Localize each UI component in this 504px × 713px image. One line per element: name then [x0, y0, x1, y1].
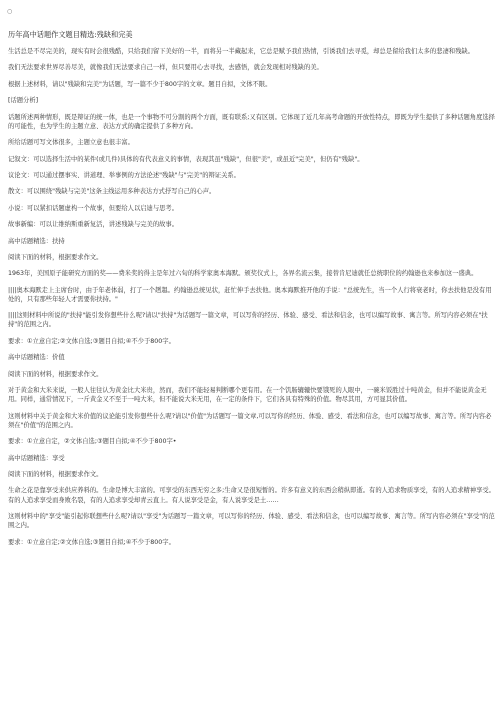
- paragraph: 生活总是不尽完美的，现实有时会很残酷，只给我们留下美好的一半，而将另一半藏起来，它总是赋予我们热情，引诱我们去寻觅，却总是留给我们太多的悲凄和残缺。: [8, 48, 474, 55]
- paragraph: 高中话题精选：价值: [8, 354, 65, 362]
- paragraph: 要求：①立意自定，②文体自选;③题目自拟;④不少于800字•: [8, 438, 177, 446]
- paragraph: 阅读下面的材料，根据要求作文。: [8, 370, 103, 378]
- paragraph: 这则材料中的"享受"能引起你联想些什么呢?请以"享受"为话题写一篇文章，可以写你的经历、体验、感受、看法和信念，也可以编写故事、寓言等。所写内容必须在"享受"的范围之内。: [8, 512, 495, 530]
- paragraph: 对于黄金和大米来说，一般人往往认为黄金比大米贵，然而，我们不能轻易判断哪个更有用。在一个饥肠辘辘快要饿死的人眼中，一碗米饭胜过十吨黄金，但并不能说黄金无用。同样，通常情况下，一斤黄金又不至于一吨大米，但不能说大米无用，在一定的条件下，它们各具有特殊的价值。物尽其用，方可显其价值。: [8, 387, 487, 404]
- paragraph: 小说：可以紧扣话题虚构一个故事，但要给人以启迪与思考。: [8, 204, 179, 212]
- paragraph: 我们无法要求世界尽善尽美，就像我们无法要求自己一样，但只要用心去寻找，去感悟，就会发现相对残缺的美。: [8, 64, 323, 72]
- paragraph-list: [8, 47, 496, 547]
- paragraph: 故事新编：可以让维纳斯重新复活，讲述残缺与完美的故事。: [8, 221, 179, 229]
- paragraph: [话题分析]: [8, 97, 39, 105]
- paragraph: 高中话题精选：扶持: [8, 237, 65, 245]
- paragraph: 1963年，美国原子能研究方面的奖——费米奖的得主是年过六旬的科学家奥本海默。颁奖仪式上，各界名流云集，接替肯尼迪就任总统职位的约翰逊也来参加这一盛典。: [8, 270, 478, 278]
- paragraph: 所给话题可写文体很多，主题立意也很丰富。: [8, 139, 134, 147]
- paragraph: 议论文：可以通过摆事实、讲道理、举事例的方法论述"残缺"与"完美"的辩证关系。: [8, 171, 240, 179]
- paragraph: ||||奥本海默走上主席台时，由于年老体弱，打了一个趔趄。约翰逊总统见状，赶忙伸手去扶他。奥本海默推开他的手说："总统先生，当一个人行将衰老时，你去扶他是没有用处的，只有那些年轻人才需要你扶持。": [8, 286, 492, 303]
- paragraph: 散文：可以围绕"残缺与完美"这条主线运用多种表达方式抒写自己的心声。: [8, 188, 216, 196]
- paragraph: 这则材料中关于黄金和大米价值的议论能引发你想些什么呢?请以"价值"为话题写一篇文章,可以写你的经历、体验、感受、看法和信念，也可以编写故事、寓言等。所写内容必须在"价值"的范围之内。: [8, 412, 492, 429]
- corner-mark: ○: [7, 8, 13, 15]
- paragraph: 要求：①立意自定;②文体自选;③题目自拟;④不少于800字。: [8, 538, 175, 546]
- paragraph: 生命之花是靠享受来供应养料的。生命是博大丰富的。可享受的东西无穷之多;生命又是很短暂的。许多有意义的东西会稍纵即逝。有的人追求物质享受，有的人追求精神享受。有的人追求享受而身败名裂，有的人追求享受却青云直上。有人说享受是金，有人说享受是土……: [8, 487, 495, 504]
- document-content: [8, 30, 496, 554]
- document-title: 历年高中话题作文题目精选:残缺和完美: [8, 30, 133, 39]
- paragraph: 根据上述材料，请以"残缺和完美"为话题，写一篇不少于800字的文章。题目自拟，文体不限。: [8, 80, 272, 88]
- paragraph: ||||这则材料中所说的"扶持"能引发你想些什么呢?请以"扶持"为话题写一篇文章，可以写你的经历、体验、感受、看法和信念，也可以编写故事、寓言等。所写内容必须在"扶持"的范围之内。: [8, 312, 488, 329]
- paragraph: 记叙文：可以选择生活中的某件(或几件)具体的有代表意义的事情，表现其虽"残缺"，但很"美"，或虽近"完美"，但仍有"残缺"。: [8, 155, 364, 163]
- paragraph: 要求：①立意自定;②文体自选;③题目自拟;④不少于800字。: [8, 337, 175, 345]
- paragraph: 高中话题精选：享受: [8, 454, 65, 462]
- paragraph: 话题所述两种情形，既是辩证的统一体，也是一个事物不可分割的两个方面，既有联系;又有区别。它体现了近几年高考命题的开放性特点，即既为学生提供了多种话题角度选择的可能性，也为学生的主题立意、表达方式的确定提供了多种方向。: [8, 113, 495, 130]
- paragraph: 阅读下面的材料，根据要求作文。: [8, 471, 103, 478]
- paragraph: 阅读下面的材料，根据要求作文。: [8, 253, 103, 261]
